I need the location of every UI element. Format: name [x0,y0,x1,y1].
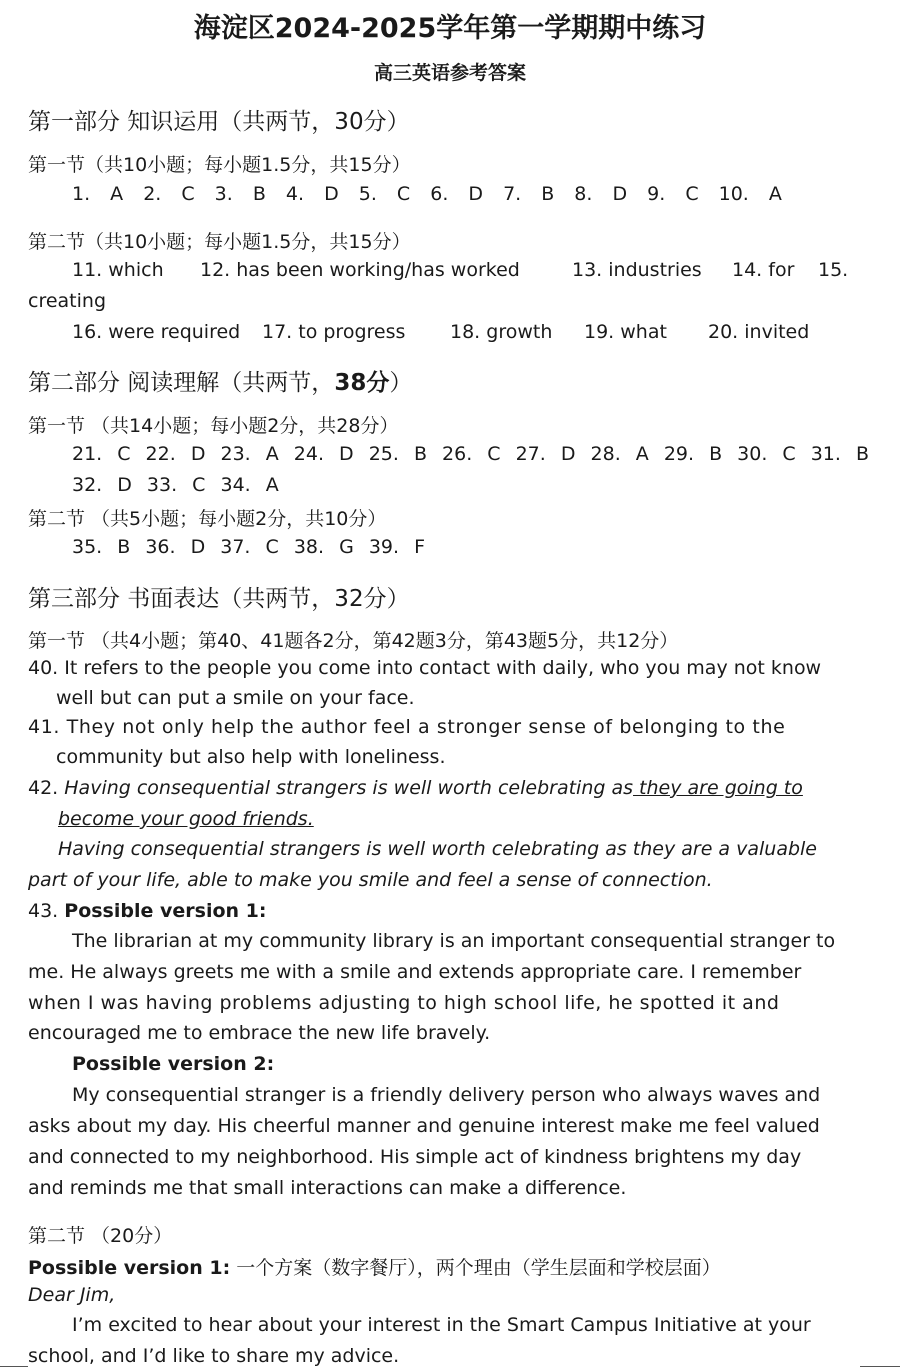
q42-number: 42. [28,777,65,799]
q43-number: 43. [28,900,65,922]
q42-line1 [28,777,803,799]
answer-17: 17. to progress [262,321,406,343]
q43-v1-line2: me. He always greets me with a smile and extends appropriate care. I remember [28,961,802,983]
answer-11: 11. which [72,259,164,281]
q41-line1: 41. They not only help the author feel a stronger sense of belonging to the [28,716,786,738]
letter-p1-line2: school, and I’d like to share my advice. [28,1345,400,1367]
part2-heading-score: 38分 [334,370,390,396]
q42-line4: part of your life, able to make you smile and feel a sense of connection. [28,869,713,891]
q43-version1-title: Possible version 1: [64,900,267,922]
q43-v1-line4: encouraged me to embrace the new life bravely. [28,1022,491,1044]
answer-16: 16. were required [72,321,241,343]
answer-14: 14. for [732,259,795,281]
writing-version1-header [28,1253,721,1280]
part3-sec1-heading: 第一节 （共4小题；第40、41题各2分，第42题3分，第43题5分，共12分） [28,630,679,652]
q43-version2-title: Possible version 2: [72,1053,275,1075]
page-edge-line-left [0,1366,28,1367]
part2-sec1-answers-row1: 21. C 22. D 23. A 24. D 25. B 26. C 27. D 28. A 29. B 30. C 31. B [72,443,869,465]
part2-heading-post: ） [389,370,413,396]
q43-v1-line1: The librarian at my community library is an important consequential stranger to [72,930,836,952]
q43-v2-line3: and connected to my neighborhood. His simple act of kindness brightens my day [28,1146,802,1168]
part2-sec2-heading: 第二节 （共5小题；每小题2分，共10分） [28,508,387,530]
letter-p1-line1: I’m excited to hear about your interest in the Smart Campus Initiative at your [72,1314,811,1336]
document-title: 海淀区2024-2025学年第一学期期中练习 [193,13,707,44]
q42-line3: Having consequential strangers is well worth celebrating as they are a valuable [58,838,817,860]
q41-line2: community but also help with loneliness. [56,746,446,768]
part1-sec1-heading: 第一节（共10小题；每小题1.5分，共15分） [28,154,411,176]
writing-version1-title: Possible version 1: [28,1257,231,1279]
q42-answer-a-underlined: they are going to [633,777,803,799]
answer-15-text: creating [28,290,107,312]
part2-heading [28,364,412,397]
part2-heading-pre: 第二部分 阅读理解（共两节， [28,370,335,396]
q43-v2-line4: and reminds me that small interactions can make a difference. [28,1177,627,1199]
q42-answer-a-part1: Having consequential strangers is well worth celebrating as [64,777,634,799]
part2-sec1-answers-row2: 32. D 33. C 34. A [72,474,279,496]
answer-19: 19. what [584,321,667,343]
page-edge-line-right [860,1366,900,1367]
part3-sec2-heading: 第二节 （20分） [28,1225,173,1247]
answer-13: 13. industries [572,259,702,281]
q40-line1: 40. It refers to the people you come into contact with daily, who you may not know [28,657,822,679]
part2-sec1-heading: 第一节 （共14小题；每小题2分，共28分） [28,415,399,437]
answer-12: 12. has been working/has worked [200,259,520,281]
writing-version1-desc: 一个方案（数字餐厅），两个理由（学生层面和学校层面） [230,1257,721,1279]
q43-v2-line1: My consequential stranger is a friendly delivery person who always waves and [72,1084,821,1106]
document-subtitle: 高三英语参考答案 [373,62,526,84]
answer-15-number: 15. [818,259,849,281]
letter-salutation: Dear Jim, [28,1284,116,1306]
part2-sec2-answers: 35. B 36. D 37. C 38. G 39. F [72,536,426,558]
part3-heading: 第三部分 书面表达（共两节，32分） [28,586,410,612]
answer-20: 20. invited [708,321,810,343]
part1-sec1-answers: 1. A 2. C 3. B 4. D 5. C 6. D 7. B 8. D 9. C 10. A [72,183,782,205]
answer-18: 18. growth [450,321,553,343]
q43-header [28,900,266,922]
part1-sec2-heading: 第二节（共10小题；每小题1.5分，共15分） [28,231,411,253]
q42-line2: become your good friends. [58,808,314,830]
q40-line2: well but can put a smile on your face. [56,687,415,709]
q43-v1-line3: when I was having problems adjusting to high school life, he spotted it and [28,992,780,1014]
q43-v2-line2: asks about my day. His cheerful manner and genuine interest make me feel valued [28,1115,820,1137]
part1-heading: 第一部分 知识运用（共两节，30分） [28,109,410,135]
